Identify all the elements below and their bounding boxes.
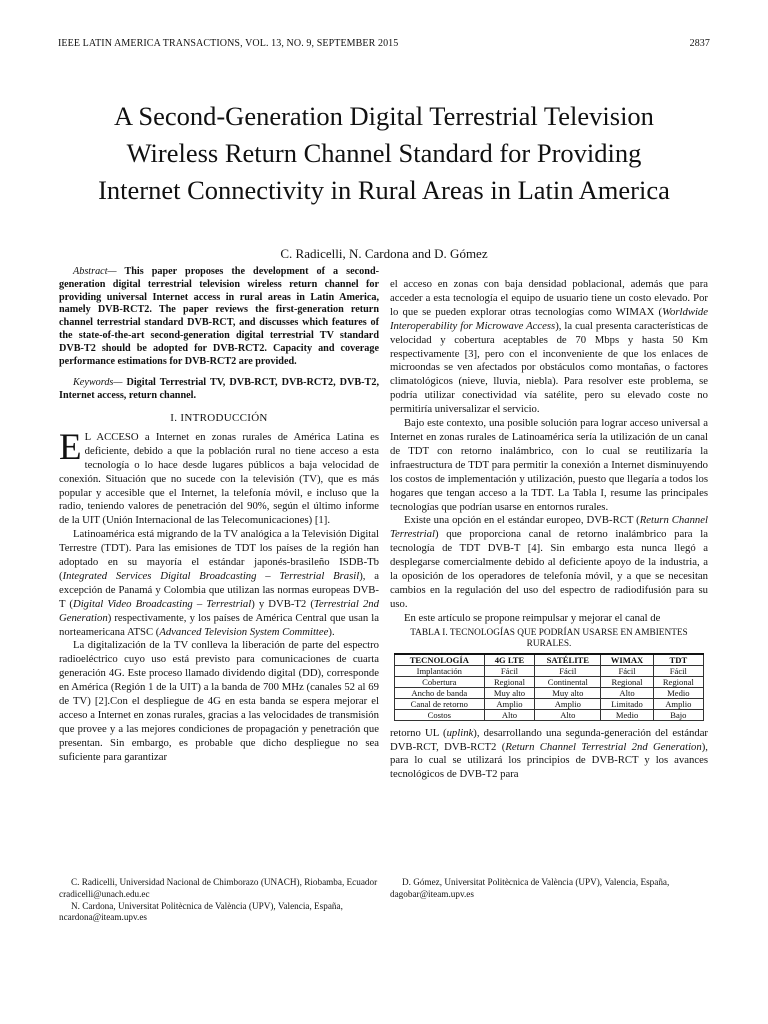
table-cell: Fácil	[653, 665, 703, 676]
keywords-label: Keywords—	[73, 377, 123, 389]
text-run: ), desarrollando una segunda-generación del estándar DVB-RCT, DVB-RCT2 (	[390, 726, 708, 753]
right-paragraph-3	[390, 514, 708, 611]
table-cell: Medio	[653, 687, 703, 698]
authors: C. Radicelli, N. Cardona and D. Gómez	[280, 246, 488, 261]
table-cell: Costos	[395, 709, 485, 720]
abstract	[59, 266, 379, 368]
table-cell: Regional	[484, 676, 535, 687]
text-run: ), a excepción de Panamá y Colombia que utilizan las normas europeas DVB-T (	[59, 569, 380, 610]
intro-paragraph-1-text: L ACCESO a Internet en zonas rurales de América Latina es deficiente, debido a que la población rural no tiene acceso a esta tecnología o lo hace desde lugares públicos a baja velocidad de conexión. Situación que no sucede con la televisión (TV), que es más popular y accesible que el Internet, la telefonía móvil, e incluso que la radio, teniendo valores de penetración del 90%, según el último informe de la UIT (Unión Internacional de las Telecomunicaciones) [1].	[59, 430, 379, 527]
table-header-row	[395, 654, 704, 666]
footnote-cardona: N. Cardona, Universitat Politècnica de València (UPV), Valencia, España, ncardona@iteam.upv.es	[59, 900, 343, 923]
keywords-text: Digital Terrestrial TV, DVB-RCT, DVB-RCT2, DVB-T2, Internet access, return channel.	[59, 377, 379, 402]
table-cell: Fácil	[484, 665, 535, 676]
table-cell: Regional	[601, 676, 653, 687]
journal-name: IEEE LATIN AMERICA TRANSACTIONS, VOL. 13, NO. 9, SEPTEMBER 2015	[58, 38, 399, 49]
table-cell: Alto	[601, 687, 653, 698]
table-cell: Continental	[535, 676, 601, 687]
right-paragraph-4: En este artículo se propone reimpulsar y mejorar el canal de	[404, 611, 661, 624]
italic-run: Worldwide Interoperability for Microwave Access	[390, 305, 708, 332]
right-paragraph-2: Bajo este contexto, una posible solución para lograr acceso universal a Internet en zonas rurales de Latinoamérica sería la utilización de un canal de TDT con retorno inalámbrico, con lo cual se reutilizaría la infraestructura de TDT para permitir la conexión a Internet disminuyendo los costos de implementación y utilización, puesto que llegaría a todos los hogares que tengan acceso a la TDT. La Tabla I, resume las principales tecnologías que podrían usarse en entornos rurales.	[390, 417, 708, 513]
abstract-text: This paper proposes the development of a second-generation digital terrestrial television wireless return channel for providing universal Internet access in rural areas in Latin America, namely DVB-RCT2. The paper reviews the first-generation return channel terrestrial standard DVB-RCT, and discusses which features of the state-of-the-art second-generation digital terrestrial TV standard DVB-T2 should be adopted for DVB-RCT2. Capacity and coverage performance estimations for DVB-RCT2 are provided.	[59, 266, 379, 367]
text-run: ) respectivamente, y los países de América Central que usan la norteamericana ATSC (	[59, 611, 379, 638]
table-cell: Muy alto	[535, 687, 601, 698]
paper-title: A Second-Generation Digital Terrestrial Television Wireless Return Channel Standard for Providing Internet Connectivity in Rural Areas in Latin America	[98, 101, 670, 205]
italic-run: Integrated Services Digital Broadcasting – Terrestrial Brasil	[62, 569, 360, 582]
italic-run: Digital Video Broadcasting – Terrestrial	[72, 597, 252, 610]
section-heading-introduction: I. INTRODUCCIÓN	[170, 411, 268, 424]
italic-run: Return Channel Terrestrial 2nd Generation	[505, 740, 702, 753]
table-cell: Canal de retorno	[395, 698, 485, 709]
running-header	[58, 38, 710, 49]
table-cell: Fácil	[601, 665, 653, 676]
table-cell: Implantación	[395, 665, 485, 676]
intro-paragraph-1	[59, 426, 379, 528]
abstract-label: Abstract—	[73, 266, 117, 277]
text-run: ), para lo cual se utilizará los principios de DVB-RCT y los avances tecnológicos de DVB-T2 para	[390, 740, 708, 781]
table-row	[395, 698, 704, 709]
table-cell: Amplio	[535, 698, 601, 709]
text-run: ), la cual presenta características de velocidad y cobertura aceptables de 70 Mbps y hasta 50 Km respectivamente [3], pero con el inconveniente de que los enlaces de microondas se ven afectados por obstáculos como montañas, o factores climatológicos (nieve, lluvia, niebla). Para resolver este problema, se podría utilizar conectividad vía satélite, pero su elevado coste no permitiría universalizar el servicio.	[390, 319, 708, 416]
italic-run: Advanced Television System Committee	[159, 625, 329, 638]
keywords	[59, 377, 379, 403]
table-cell: Cobertura	[395, 676, 485, 687]
table-cell: Muy alto	[484, 687, 535, 698]
table-cell: Amplio	[653, 698, 703, 709]
table-caption: TABLA I. TECNOLOGÍAS QUE PODRÍAN USARSE EN AMBIENTES RURALES.	[410, 627, 688, 649]
technologies-table	[394, 653, 704, 721]
text-run: ) y DVB-T2 (	[251, 597, 314, 610]
table-header-cell: TECNOLOGÍA	[395, 654, 485, 666]
intro-paragraph-3: La digitalización de la TV conlleva la liberación de parte del espectro radioeléctrico cuyo uso está previsto para comunicaciones de cuarta generación 4G. Este proceso llamado dividendo digital (DD), corresponde en América (Región 1 de la UIT) a la banda de 700 MHz (canales 52 al 69 de TV) [2].Con el despliegue de 4G en esta banda se espera mejorar el acceso a Internet en zonas rurales, gracias a las velocidades de transmisión que provee y a las mejores condiciones de propagación y penetración que presentan. Sin embargo, es probable que dicho despliegue no sea suficiente para garantizar	[59, 639, 379, 763]
italic-run: Terrestrial 2nd Generation	[59, 597, 379, 624]
italic-run: uplink	[446, 726, 474, 739]
table-cell: Fácil	[535, 665, 601, 676]
right-column	[390, 278, 708, 782]
drop-cap: E	[59, 426, 82, 468]
table-row	[395, 709, 704, 720]
text-run: retorno UL (	[390, 726, 447, 739]
table-row	[395, 676, 704, 687]
table-cell: Alto	[484, 709, 535, 720]
footnotes-right	[390, 877, 708, 901]
footnote-gomez: D. Gómez, Universitat Politècnica de València (UPV), Valencia, España, dagobar@iteam.upv.es	[390, 877, 670, 899]
text-run: Latinoamérica está migrando de la TV analógica a la Televisión Digital Terrestre (TDT). Para las emisiones de TDT los países de la región han adoptado en su mayoría el estándar japonés-brasileño ISDB-Tb (	[59, 528, 379, 582]
text-run: ) que proporciona canal de retorno inalámbrico para la tecnología de TDT DVB-T [4]. Sin embargo esta nunca llegó a desplegarse comercialmente debido al deficiente apoyo de la industria, a la oposición de los operadores de telefonía móvil, y a que se necesitan cambios en la regulación del uso del espectro de radiodifusión para su uso.	[390, 528, 708, 610]
table-row	[395, 687, 704, 698]
intro-paragraph-2	[59, 528, 379, 639]
left-column	[59, 266, 379, 765]
right-paragraph-5	[390, 727, 708, 783]
table-header-cell: 4G LTE	[484, 654, 535, 666]
table-header-cell: WIMAX	[601, 654, 653, 666]
table-cell: Ancho de banda	[395, 687, 485, 698]
footnote-radicelli: C. Radicelli, Universidad Nacional de Chimborazo (UNACH), Riobamba, Ecuador cradicelli@unach.edu.ec	[59, 877, 378, 899]
table-cell: Alto	[535, 709, 601, 720]
table-header-cell: TDT	[653, 654, 703, 666]
text-run: Existe una opción en el estándar europeo, DVB-RCT (	[404, 514, 640, 527]
italic-run: Return Channel Terrestrial	[390, 514, 708, 541]
text-run: el acceso en zonas con baja densidad poblacional, además que para acceder a esta tecnología el equipo de usuario tiene un costo elevado. Por lo que se pueden explorar otras tecnologías como WIMAX (	[390, 278, 708, 318]
right-paragraph-1	[390, 278, 708, 417]
table-header-cell: SATÉLITE	[535, 654, 601, 666]
page-number: 2837	[689, 38, 710, 49]
table-cell: Bajo	[653, 709, 703, 720]
table-cell: Amplio	[484, 698, 535, 709]
text-run: ).	[328, 625, 335, 638]
table-cell: Limitado	[601, 698, 653, 709]
footnotes-left	[59, 877, 381, 924]
table-row	[395, 665, 704, 676]
table-cell: Medio	[601, 709, 653, 720]
table-cell: Regional	[653, 676, 703, 687]
